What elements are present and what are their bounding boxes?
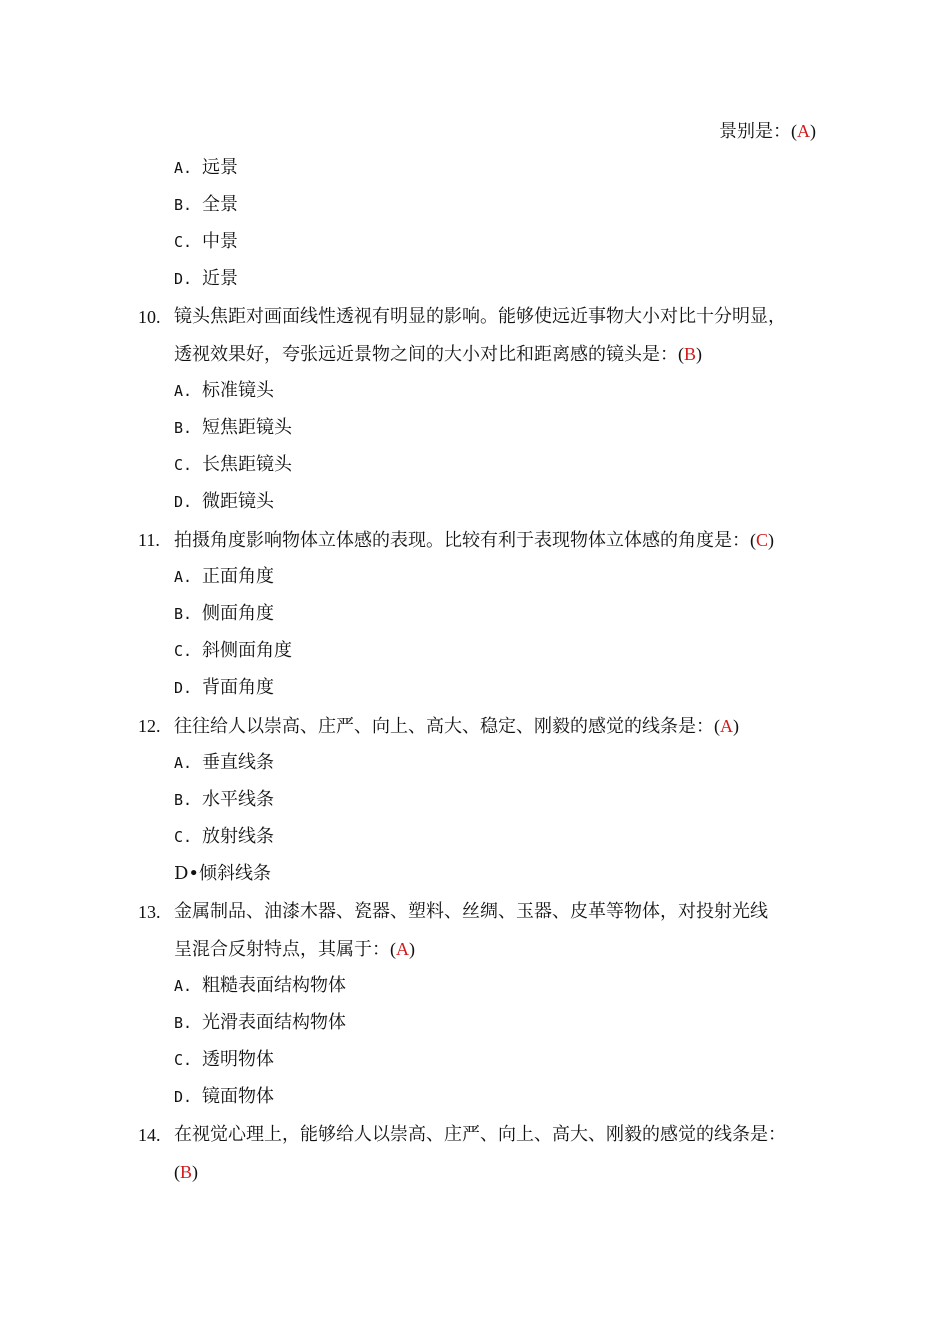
q11-option-b: B. 侧面角度 (174, 603, 274, 624)
q10-question-line1: 镜头焦距对画面线性透视有明显的影响。能够使远近事物大小对比十分明显， (174, 306, 786, 327)
q11-question-line1: 拍摄角度影响物体立体感的表现。比较有利于表现物体立体感的角度是：(C) (174, 530, 775, 551)
q11-number: 11. (138, 530, 160, 550)
q10-number: 10. (138, 307, 161, 327)
q11-answer: (C) (750, 530, 775, 550)
q12-option-a: A. 垂直线条 (174, 752, 274, 773)
q13-answer: (A) (390, 939, 415, 959)
q11-option-a: A. 正面角度 (174, 566, 274, 587)
q9-tail-text: 景别是： (719, 121, 791, 142)
q9-option-d: D. 近景 (174, 268, 238, 289)
q13-option-c: C. 透明物体 (174, 1049, 274, 1070)
q12-question-line1: 往往给人以崇高、庄严、向上、高大、稳定、刚毅的感觉的线条是：(A) (174, 716, 739, 737)
q10-answer: (B) (678, 344, 703, 364)
q12-option-c: C. 放射线条 (174, 826, 274, 847)
q11-option-d: D. 背面角度 (174, 677, 274, 698)
q9-answer: (A) (791, 121, 816, 141)
q13-question-line2: 呈混合反射特点，其属于：(A) (174, 939, 415, 960)
q14-answer: (B) (174, 1162, 199, 1182)
q9-option-b: B. 全景 (174, 194, 238, 215)
q13-option-b: B. 光滑表面结构物体 (174, 1012, 346, 1033)
q13-number: 13. (138, 902, 161, 922)
q12-option-b: B. 水平线条 (174, 789, 274, 810)
q10-question-line2: 透视效果好，夸张远近景物之间的大小对比和距离感的镜头是：(B) (174, 344, 703, 365)
q11-option-c: C. 斜侧面角度 (174, 640, 292, 661)
q9-tail-line (719, 118, 816, 145)
q9-option-c: C. 中景 (174, 231, 238, 252)
q13-question-line1: 金属制品、油漆木器、瓷器、塑料、丝绸、玉器、皮革等物体，对投射光线 (174, 901, 768, 922)
q10-option-a: A. 标准镜头 (174, 380, 274, 401)
q14-number: 14. (138, 1125, 161, 1145)
q14-question-line1: 在视觉心理上，能够给人以崇高、庄严、向上、高大、刚毅的感觉的线条是： (174, 1124, 786, 1145)
q12-number: 12. (138, 716, 161, 736)
q12-option-d: D•倾斜线条 (174, 863, 272, 884)
q10-option-c: C. 长焦距镜头 (174, 454, 292, 475)
q10-option-b: B. 短焦距镜头 (174, 417, 292, 438)
q9-option-a: A. 远景 (174, 157, 238, 178)
q10-option-d: D. 微距镜头 (174, 491, 274, 512)
q13-option-d: D. 镜面物体 (174, 1086, 274, 1107)
q14-question-line2 (174, 1159, 198, 1186)
q12-answer: (A) (714, 716, 739, 736)
q13-option-a: A. 粗糙表面结构物体 (174, 975, 346, 996)
